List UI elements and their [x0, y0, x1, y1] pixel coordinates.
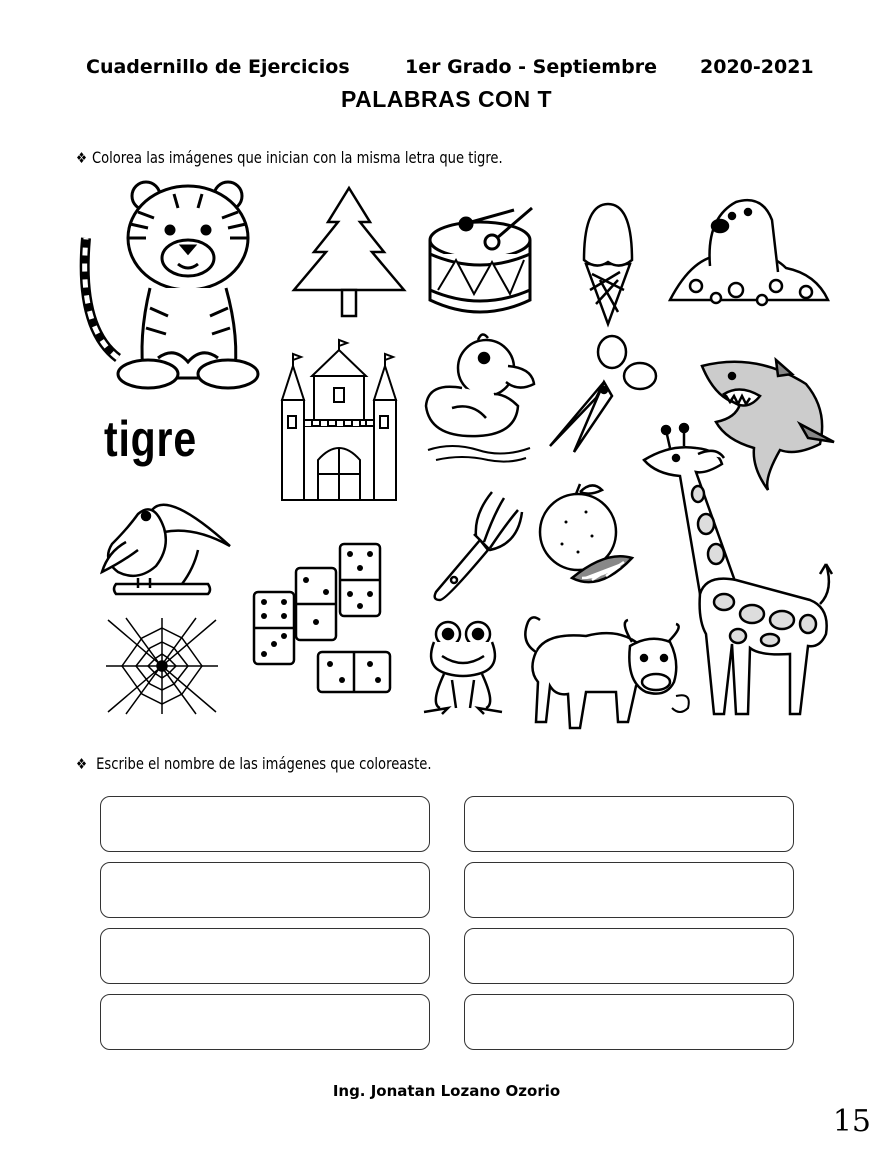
mole-image[interactable] — [666, 194, 832, 314]
orange-image[interactable] — [536, 482, 636, 594]
duck-image[interactable] — [422, 332, 538, 464]
answer-box-5[interactable] — [100, 928, 430, 984]
frog-image[interactable] — [420, 618, 506, 716]
toucan-image[interactable] — [98, 488, 232, 600]
answer-box-2[interactable] — [464, 796, 794, 852]
answer-box-1[interactable] — [100, 796, 430, 852]
answer-box-3[interactable] — [100, 862, 430, 918]
ice-cream-image[interactable] — [580, 200, 636, 326]
instruction-write — [76, 754, 432, 773]
answer-box-8[interactable] — [464, 994, 794, 1050]
workbook-title: Cuadernillo de Ejercicios — [86, 56, 350, 78]
page-title: PALABRAS CON T — [340, 86, 552, 112]
grade-label: 1er Grado - Septiembre — [405, 56, 657, 78]
author-footer: Ing. Jonatan Lozano Ozorio — [332, 1082, 561, 1100]
instruction-color — [76, 148, 503, 167]
spider-web-image[interactable] — [106, 618, 218, 714]
instruction-write-text: Escribe el nombre de las imágenes que coloreaste. — [96, 754, 432, 773]
fork-image[interactable] — [426, 484, 526, 604]
drum-image[interactable] — [424, 204, 536, 320]
castle-image[interactable] — [276, 340, 402, 504]
school-year: 2020-2021 — [700, 56, 814, 78]
bull-image[interactable] — [516, 612, 692, 734]
dominoes-image[interactable] — [250, 540, 394, 696]
answer-box-7[interactable] — [100, 994, 430, 1050]
diamond-bullet-icon: ❖ — [76, 755, 88, 773]
model-word: tigre — [104, 411, 197, 467]
answer-box-6[interactable] — [464, 928, 794, 984]
diamond-bullet-icon: ❖ — [76, 149, 88, 167]
answer-box-4[interactable] — [464, 862, 794, 918]
tree-image[interactable] — [290, 186, 408, 318]
page-number: 15 — [832, 1104, 871, 1139]
tiger-image[interactable] — [78, 178, 268, 390]
instruction-color-text: Colorea las imágenes que inician con la misma letra que tigre. — [91, 148, 503, 167]
